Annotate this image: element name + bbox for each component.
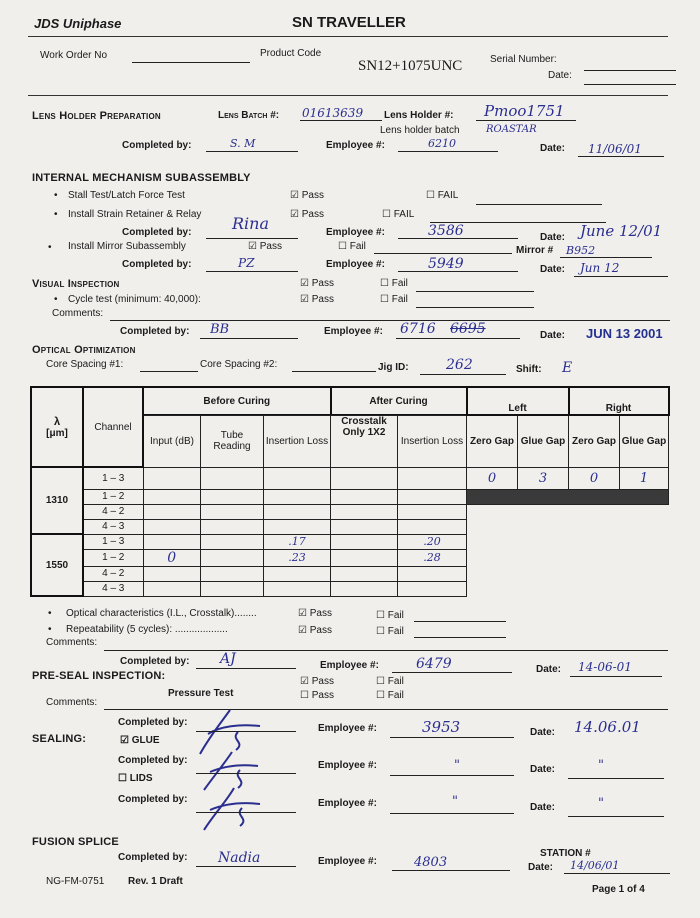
visual-employee-label: Employee #:: [324, 326, 383, 337]
optical-fail-checkbox[interactable]: ☐ Fail: [376, 610, 404, 621]
optical-fail-field[interactable]: [414, 621, 506, 622]
lens-completed-field[interactable]: [206, 151, 298, 152]
sealing-date-field-2[interactable]: [568, 778, 664, 779]
cell-tube[interactable]: [201, 566, 264, 581]
preseal-fail-checkbox[interactable]: ☐ Fail: [376, 676, 404, 687]
internal-completed2-label: Completed by:: [122, 259, 192, 270]
right-header: Right: [569, 387, 669, 415]
lens-completed-label: Completed by:: [122, 140, 192, 151]
il-before-1550-b: .23: [264, 549, 331, 566]
stall-test-label: Stall Test/Latch Force Test: [68, 190, 185, 201]
repeat-pass-label: Pass: [309, 625, 332, 636]
lens-batch-label: Lens Batch #:: [218, 110, 280, 121]
optical-date-label: Date:: [536, 664, 562, 675]
preseal-pass-label: Pass: [311, 676, 334, 687]
serial-number-label: Serial Number:: [490, 54, 557, 65]
cell-il-before[interactable]: [264, 467, 331, 489]
cycle-fail-field[interactable]: [416, 307, 534, 308]
lens-holder-batch-value: ROASTAR: [486, 124, 537, 135]
sealing-completed-label-3: Completed by:: [118, 794, 188, 805]
stall-fail-label: FAIL: [437, 190, 459, 201]
header-date-field[interactable]: [584, 84, 676, 85]
optical-pass-checkbox[interactable]: ☑ Pass: [298, 608, 332, 619]
internal-completed-label: Completed by:: [122, 227, 192, 238]
lens-date-value: 11/06/01: [588, 142, 642, 156]
bullet-dot: •: [48, 624, 52, 635]
input-db-header: Input (dB): [143, 415, 201, 467]
lens-completed-value: S. M: [230, 137, 256, 150]
lens-holder-field[interactable]: [476, 120, 576, 121]
right-zero-gap-header: Zero Gap: [569, 415, 620, 467]
repeat-pass-checkbox[interactable]: ☑ Pass: [298, 625, 332, 636]
core-spacing-1-field[interactable]: [140, 371, 198, 372]
sealing-employee-value: 3953: [422, 718, 461, 736]
measurement-table: [30, 386, 670, 597]
internal-employee-value: 3586: [428, 223, 464, 239]
lambda-label: λ: [53, 415, 61, 428]
cell-crosstalk[interactable]: [331, 549, 398, 566]
lids-label: LIDS: [129, 773, 153, 784]
visual-completed-value: BB: [210, 322, 230, 337]
company-name: JDS Uniphase: [34, 16, 122, 31]
visual-employee-struck: 6695: [450, 321, 486, 337]
sealing-employee-field-3[interactable]: [390, 813, 514, 814]
cell-crosstalk[interactable]: [331, 566, 398, 581]
cell-tube[interactable]: [201, 467, 264, 489]
input-1550-value: 0: [143, 549, 201, 566]
internal-employee2-field[interactable]: [398, 271, 518, 272]
shift-label: Shift:: [516, 364, 542, 375]
visual-employee-field[interactable]: [396, 338, 520, 339]
optical-employee-value: 6479: [416, 656, 452, 672]
bullet-dot: •: [48, 608, 52, 619]
channel-header: Channel: [83, 387, 143, 467]
cell-il-after[interactable]: [398, 489, 467, 504]
cell-tube[interactable]: [201, 504, 264, 519]
bullet-dot: •: [54, 294, 58, 305]
sealing-completed-field-3[interactable]: [196, 812, 296, 813]
core-spacing-1-label: Core Spacing #1:: [46, 359, 124, 370]
channel-4-3: 4 – 3: [83, 519, 143, 534]
internal-date2-label: Date:: [540, 264, 566, 275]
sealing-employee-field-1[interactable]: [390, 737, 514, 738]
stall-pass-checkbox[interactable]: ☑ Pass: [290, 190, 324, 201]
after-curing-header: After Curing: [331, 387, 467, 415]
optical-completed-field[interactable]: [196, 668, 296, 669]
right-glue-gap-value: 1: [620, 467, 669, 489]
cell-input[interactable]: [143, 566, 201, 581]
shift-value: E: [562, 360, 573, 376]
lens-date-field[interactable]: [578, 156, 664, 157]
visual-pass-label: Pass: [311, 278, 334, 289]
lens-holder-batch-label: Lens holder batch: [380, 125, 460, 136]
lens-employee-value: 6210: [428, 137, 456, 150]
strain-pass-label: Pass: [301, 209, 324, 220]
pressure-pass-label: Pass: [311, 690, 334, 701]
preseal-section-heading: PRE-SEAL INSPECTION:: [32, 670, 166, 682]
internal-employee2-label: Employee #:: [326, 259, 385, 270]
sealing-employee-field-2[interactable]: [390, 775, 514, 776]
il-after-1550-a: .20: [398, 534, 467, 549]
channel-1-2: 1 – 2: [83, 489, 143, 504]
internal-completed2-field[interactable]: [206, 271, 298, 272]
visual-fail-field[interactable]: [416, 291, 534, 292]
blank-area: [467, 504, 669, 596]
insertion-loss-before-header: Insertion Loss: [264, 415, 331, 467]
internal-completed2-value: PZ: [238, 256, 255, 270]
jig-id-field[interactable]: [420, 374, 506, 375]
optical-fail-label: Fail: [387, 610, 404, 621]
bullet-dot: •: [54, 209, 58, 220]
preseal-fail-label: Fail: [387, 676, 404, 687]
fusion-employee-field[interactable]: [392, 870, 510, 871]
page-number: Page 1 of 4: [592, 884, 645, 895]
lens-date-label: Date:: [540, 143, 566, 154]
stall-fail-field[interactable]: [476, 204, 602, 205]
cell-il-after[interactable]: [398, 504, 467, 519]
optical-completed-label: Completed by:: [120, 656, 190, 667]
sealing-date-label-1: Date:: [530, 727, 556, 738]
crosstalk-header: Crosstalk Only 1X2: [331, 415, 398, 467]
internal-date-value: June 12/01: [580, 222, 663, 240]
jig-id-value: 262: [446, 357, 473, 373]
channel-1-3: 1 – 3: [83, 534, 143, 549]
cell-crosstalk[interactable]: [331, 504, 398, 519]
channel-4-2: 4 – 2: [83, 566, 143, 581]
fusion-employee-label: Employee #:: [318, 856, 377, 867]
lens-employee-field[interactable]: [398, 151, 498, 152]
repeat-fail-checkbox[interactable]: ☐ Fail: [376, 626, 404, 637]
strain-fail-label: FAIL: [393, 209, 415, 220]
glue-label: GLUE: [131, 735, 160, 746]
core-spacing-2-field[interactable]: [292, 371, 376, 372]
right-glue-gap-header: Glue Gap: [620, 415, 669, 467]
sealing-date-value: 14.06.01: [574, 718, 641, 736]
mirror-number-label: Mirror #: [516, 245, 554, 256]
left-header: Left: [467, 387, 569, 415]
visual-comments-label: Comments:: [52, 308, 104, 319]
cell-crosstalk[interactable]: [331, 581, 398, 596]
repeat-fail-field[interactable]: [414, 637, 506, 638]
cell-crosstalk[interactable]: [331, 467, 398, 489]
cell-input[interactable]: [143, 489, 201, 504]
optical-employee-label: Employee #:: [320, 660, 379, 671]
sealing-signature-3: [196, 784, 268, 834]
visual-date-label: Date:: [540, 330, 566, 341]
fusion-section-heading: FUSION SPLICE: [32, 836, 119, 848]
wavelength-1550: 1550: [31, 534, 83, 596]
left-glue-gap-value: 3: [518, 467, 569, 489]
lens-employee-label: Employee #:: [326, 140, 385, 151]
mirror-pass-label: Pass: [259, 241, 282, 252]
bullet-dot: •: [48, 242, 52, 253]
cell-il-after[interactable]: [398, 519, 467, 534]
optical-section-heading: Optical Optimization: [32, 344, 136, 356]
cell-il-before[interactable]: [264, 566, 331, 581]
header-rule-2: [28, 95, 668, 96]
optical-pass-label: Pass: [309, 608, 332, 619]
preseal-comments-field[interactable]: [104, 709, 668, 710]
wavelength-1310: 1310: [31, 467, 83, 534]
cell-tube[interactable]: [201, 549, 264, 566]
lens-batch-value: 01613639: [302, 106, 364, 120]
mirror-fail-field[interactable]: [374, 253, 512, 254]
core-spacing-2-label: Core Spacing #2:: [200, 359, 278, 370]
sealing-completed-label-1: Completed by:: [118, 717, 188, 728]
stall-pass-label: Pass: [301, 190, 324, 201]
pressure-fail-checkbox[interactable]: ☐ Fail: [376, 690, 404, 701]
sealing-employee-label-1: Employee #:: [318, 723, 377, 734]
visual-section-heading: Visual Inspection: [32, 278, 120, 290]
left-zero-gap-value: 0: [467, 467, 518, 489]
cycle-pass-label: Pass: [311, 294, 334, 305]
visual-pass-checkbox[interactable]: ☑ Pass: [300, 278, 334, 289]
cycle-fail-checkbox[interactable]: ☐ Fail: [380, 294, 408, 305]
sealing-section-heading: SEALING:: [32, 733, 87, 745]
internal-date2-field[interactable]: [574, 276, 668, 277]
sealing-employee-label-2: Employee #:: [318, 760, 377, 771]
cycle-pass-checkbox[interactable]: ☑ Pass: [300, 294, 334, 305]
um-label: [μm]: [46, 427, 68, 439]
internal-date-label: Date:: [540, 232, 566, 243]
shaded-gap-row: [467, 489, 669, 504]
mirror-number-field[interactable]: [560, 257, 652, 258]
repeatability-label: Repeatability (5 cycles): ...................: [66, 624, 228, 635]
internal-completed-field[interactable]: [206, 238, 298, 239]
cell-crosstalk[interactable]: [331, 489, 398, 504]
cell-il-before[interactable]: [264, 504, 331, 519]
il-before-1550-a: .17: [264, 534, 331, 549]
left-glue-gap-header: Glue Gap: [518, 415, 569, 467]
insertion-loss-after-header: Insertion Loss: [398, 415, 467, 467]
stall-fail-checkbox[interactable]: ☐ FAIL: [426, 190, 459, 201]
cell-tube[interactable]: [201, 581, 264, 596]
fusion-date-field[interactable]: [564, 873, 670, 874]
cell-il-before[interactable]: [264, 581, 331, 596]
left-zero-gap-header: Zero Gap: [467, 415, 518, 467]
internal-employee-field[interactable]: [398, 238, 518, 239]
mirror-fail-label: Fail: [349, 241, 366, 252]
sealing-date-label-3: Date:: [530, 802, 556, 813]
form-title: SN TRAVELLER: [292, 14, 406, 31]
fusion-completed-field[interactable]: [196, 866, 296, 867]
optical-comments-field[interactable]: [104, 650, 668, 651]
sealing-completed-label-2: Completed by:: [118, 755, 188, 766]
mirror-pass-checkbox[interactable]: ☑ Pass: [248, 241, 282, 252]
internal-employee2-value: 5949: [428, 256, 464, 272]
fusion-date-value: 14/06/01: [570, 859, 620, 872]
repeat-fail-label: Fail: [387, 626, 404, 637]
cell-il-before[interactable]: [264, 489, 331, 504]
cell-il-after[interactable]: [398, 566, 467, 581]
cell-tube[interactable]: [201, 519, 264, 534]
sealing-employee-label-3: Employee #:: [318, 798, 377, 809]
channel-1-3: 1 – 3: [83, 467, 143, 489]
sealing-date-ditto-2: ": [598, 758, 604, 773]
product-code-label: Product Code: [260, 48, 322, 59]
visual-comments-field[interactable]: [110, 320, 670, 321]
product-code-value: SN12+1075UNC: [358, 58, 463, 74]
cycle-fail-label: Fail: [391, 294, 408, 305]
sealing-employee-ditto-2: ": [454, 758, 460, 773]
visual-employee-value: 6716: [400, 321, 436, 337]
work-order-field[interactable]: [132, 62, 250, 63]
lens-section-heading: Lens Holder Preparation: [32, 110, 161, 122]
pressure-test-label: Pressure Test: [168, 688, 234, 699]
preseal-comments-label: Comments:: [46, 697, 98, 708]
pressure-pass-checkbox[interactable]: ☐ Pass: [300, 690, 334, 701]
channel-4-3: 4 – 3: [83, 581, 143, 596]
strain-fail-checkbox[interactable]: ☐ FAIL: [382, 209, 415, 220]
visual-completed-field[interactable]: [200, 338, 298, 339]
cell-tube[interactable]: [201, 489, 264, 504]
lens-holder-value: Pmoo1751: [484, 102, 565, 120]
sealing-completed-field-2[interactable]: [196, 773, 296, 774]
cell-tube[interactable]: [201, 534, 264, 549]
mirror-fail-checkbox[interactable]: ☐ Fail: [338, 241, 366, 252]
before-curing-header: Before Curing: [143, 387, 331, 415]
work-order-label: Work Order No: [40, 50, 108, 61]
cell-input[interactable]: [143, 467, 201, 489]
optical-date-field[interactable]: [570, 676, 662, 677]
optical-comments-label: Comments:: [46, 637, 98, 648]
sealing-employee-ditto-3: ": [452, 794, 458, 809]
fusion-station-label: STATION #: [540, 848, 591, 859]
visual-fail-checkbox[interactable]: ☐ Fail: [380, 278, 408, 289]
mirror-subassembly-label: Install Mirror Subassembly: [68, 241, 186, 252]
sealing-date-label-2: Date:: [530, 764, 556, 775]
cell-il-after[interactable]: [398, 467, 467, 489]
cell-il-before[interactable]: [264, 519, 331, 534]
fusion-completed-value: Nadia: [218, 850, 261, 866]
fusion-employee-value: 4803: [414, 855, 448, 870]
right-zero-gap-value: 0: [569, 467, 620, 489]
optical-characteristics-label: Optical characteristics (I.L., Crosstalk)........: [66, 608, 257, 619]
channel-1-2: 1 – 2: [83, 549, 143, 566]
revision-label: Rev. 1 Draft: [128, 876, 183, 887]
internal-section-heading: INTERNAL MECHANISM SUBASSEMBLY: [32, 172, 251, 184]
internal-date2-value: Jun 12: [580, 261, 620, 275]
lens-batch-field[interactable]: [300, 120, 382, 121]
cell-crosstalk[interactable]: [331, 534, 398, 549]
lens-holder-label: Lens Holder #:: [384, 110, 454, 121]
cell-input[interactable]: [143, 504, 201, 519]
glue-checkbox[interactable]: ☑ GLUE: [120, 735, 160, 746]
channel-4-2: 4 – 2: [83, 504, 143, 519]
visual-date-stamp: JUN 13 2001: [586, 326, 663, 341]
cell-input[interactable]: [143, 519, 201, 534]
il-after-1550-b: .28: [398, 549, 467, 566]
optical-date-value: 14-06-01: [578, 660, 632, 674]
cell-il-after[interactable]: [398, 581, 467, 596]
sealing-date-ditto-3: ": [598, 796, 604, 811]
visual-fail-label: Fail: [391, 278, 408, 289]
fusion-date-label: Date:: [528, 862, 554, 873]
cell-input[interactable]: [143, 534, 201, 549]
mirror-number-value: B952: [566, 244, 596, 257]
lids-checkbox[interactable]: ☐ LIDS: [118, 773, 153, 784]
bullet-dot: •: [54, 190, 58, 201]
jig-id-label: Jig ID:: [378, 362, 409, 373]
sealing-completed-field-1[interactable]: [196, 731, 296, 732]
cell-input[interactable]: [143, 581, 201, 596]
cycle-test-label: Cycle test (minimum: 40,000):: [68, 294, 201, 305]
tube-reading-header: Tube Reading: [201, 415, 264, 467]
cell-crosstalk[interactable]: [331, 519, 398, 534]
visual-completed-label: Completed by:: [120, 326, 190, 337]
preseal-pass-checkbox[interactable]: ☑ Pass: [300, 676, 334, 687]
strain-retainer-label: Install Strain Retainer & Relay: [68, 209, 202, 220]
header-date-label: Date:: [548, 70, 572, 81]
wavelength-header: [31, 387, 83, 467]
internal-employee-label: Employee #:: [326, 227, 385, 238]
sealing-date-field-3[interactable]: [568, 816, 664, 817]
fusion-completed-label: Completed by:: [118, 852, 188, 863]
internal-completed-value: Rina: [232, 214, 270, 233]
serial-number-field[interactable]: [584, 70, 676, 71]
header-rule: [28, 36, 668, 37]
strain-pass-checkbox[interactable]: ☑ Pass: [290, 209, 324, 220]
optical-employee-field[interactable]: [392, 672, 512, 673]
pressure-fail-label: Fail: [387, 690, 404, 701]
optical-completed-value: AJ: [220, 651, 236, 667]
form-number: NG-FM-0751: [46, 876, 105, 887]
